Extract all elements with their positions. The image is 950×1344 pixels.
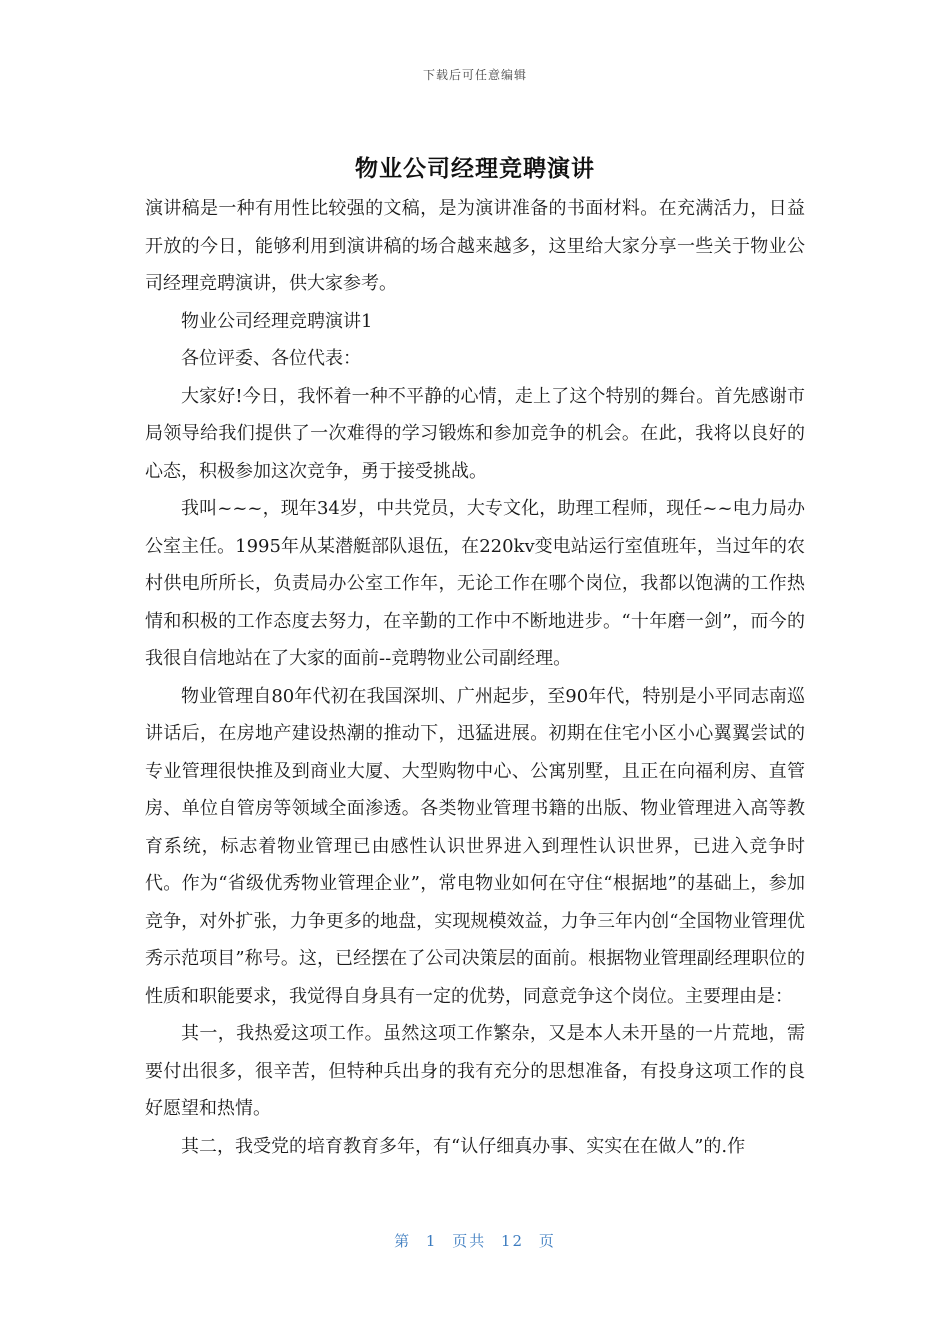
body-paragraph: 其二，我受党的培育教育多年，有“认仔细真办事、实实在在做人”的.作 bbox=[181, 1135, 746, 1157]
header-note: 下载后可任意编辑 bbox=[422, 68, 527, 82]
body-paragraph: 我叫~~~，现年34岁，中共党员，大专文化，助理工程师，现任~~电力局办公室主任。1995年从某潜艇部队退伍，在220kv变电站运行室值班年，当过年的农村供电所所长，负责局办公室工作年，无论工作在哪个岗位，我都以饱满的工作热情和积极的工作态度去努力，在辛勤的工作中不断地进步。“十年磨一剑”，而今的我很自信地站在了大家的面前--竞聘物业公司副经理。 bbox=[145, 498, 805, 669]
intro-paragraph: 演讲稿是一种有用性比较强的文稿，是为演讲准备的书面材料。在充满活力，日益开放的今日，能够利用到演讲稿的场合越来越多，这里给大家分享一些关于物业公司经理竞聘演讲，供大家参考。 bbox=[145, 198, 805, 294]
body-paragraph: 大家好!今日，我怀着一种不平静的心情，走上了这个特别的舞台。首先感谢市局领导给我们提供了一次难得的学习锻炼和参加竞争的机会。在此，我将以良好的心态，积极参加这次竞争，勇于接受挑战。 bbox=[145, 385, 805, 482]
page-footer: 第 1 页共 12 页 bbox=[394, 1232, 556, 1250]
body-paragraph: 其一，我热爱这项工作。虽然这项工作繁杂，又是本人未开垦的一片荒地，需要付出很多，很辛苦，但特种兵出身的我有充分的思想准备，有投身这项工作的良好愿望和热情。 bbox=[145, 1023, 805, 1119]
salutation: 各位评委、各位代表： bbox=[181, 348, 361, 369]
section-heading: 物业公司经理竞聘演讲1 bbox=[181, 310, 373, 332]
document-body bbox=[145, 190, 805, 1165]
document-title: 物业公司经理竞聘演讲 bbox=[355, 156, 595, 182]
body-paragraph: 物业管理自80年代初在我国深圳、广州起步，至90年代，特别是小平同志南巡讲话后，在房地产建设热潮的推动下，迅猛进展。初期在住宅小区小心翼翼尝试的专业管理很快推及到商业大厦、大型购物中心、公寓别墅，且正在向福利房、直管房、单位自管房等领域全面渗透。各类物业管理书籍的出版、物业管理进入高等教育系统，标志着物业管理已由感性认识世界进入到理性认识世界，已进入竞争时代。作为“省级优秀物业管理企业”，常电物业如何在守住“根据地”的基础上，参加竞争，对外扩张，力争更多的地盘，实现规模效益，力争三年内创“全国物业管理优秀示范项目”称号。这，已经摆在了公司决策层的面前。根据物业管理副经理职位的性质和职能要求，我觉得自身具有一定的优势，同意竞争这个岗位。主要理由是： bbox=[145, 685, 805, 1007]
